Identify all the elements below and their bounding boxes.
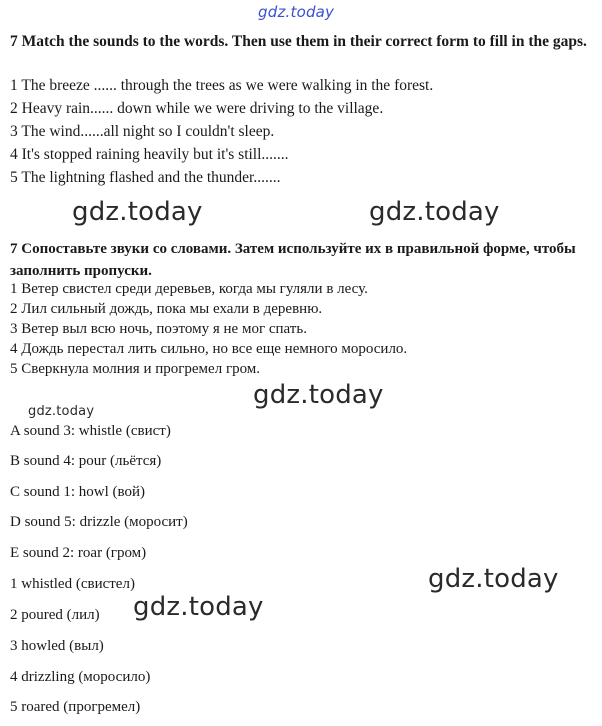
exercise-item-ru: 2 Лил сильный дождь, пока мы ехали в деревню. (10, 301, 323, 317)
exercise-item-ru: 5 Сверкнула молния и прогремел гром. (10, 361, 261, 377)
answer-line: 2 poured (лил) (10, 607, 100, 623)
watermark-small: gdz.today (28, 404, 95, 419)
exercise-item-ru: 4 Дождь перестал лить сильно, но все еще немного моросило. (10, 341, 408, 357)
exercise-item-en: 4 It's stopped raining heavily but it's still....... (10, 146, 289, 163)
exercise-item-ru: 1 Ветер свистел среди деревьев, когда мы гуляли в лесу. (10, 281, 368, 297)
watermark: gdz.today (369, 197, 500, 227)
watermark: gdz.today (253, 380, 384, 410)
watermark-top: gdz.today (258, 3, 335, 21)
answer-line: 5 roared (прогремел) (10, 699, 141, 715)
exercise-item-ru: 3 Ветер выл всю ночь, поэтому я не мог спать. (10, 321, 307, 337)
exercise-heading-en: 7 Match the sounds to the words. Then use them in their correct form to fill in the gaps. (10, 33, 587, 50)
answer-line: 4 drizzling (моросило) (10, 669, 151, 685)
watermark: gdz.today (133, 592, 264, 622)
answer-line: 3 howled (выл) (10, 638, 104, 654)
exercise-item-en: 5 The lightning flashed and the thunder....... (10, 169, 281, 186)
watermark: gdz.today (428, 564, 559, 594)
exercise-item-en: 2 Heavy rain...... down while we were driving to the village. (10, 100, 384, 117)
watermark: gdz.today (72, 197, 203, 227)
answer-line: E sound 2: roar (гром) (10, 545, 147, 561)
exercise-item-en: 1 The breeze ...... through the trees as we were walking in the forest. (10, 77, 434, 94)
exercise-heading-ru: 7 Сопоставьте звуки со словами. Затем используйте их в правильной форме, чтобы заполнить пропуски. (10, 241, 576, 279)
answer-line: B sound 4: pour (льётся) (10, 453, 162, 469)
answer-line: 1 whistled (свистел) (10, 576, 135, 592)
answer-line: C sound 1: howl (вой) (10, 484, 146, 500)
exercise-item-en: 3 The wind......all night so I couldn't sleep. (10, 123, 275, 140)
answer-line: A sound 3: whistle (свист) (10, 423, 171, 439)
answer-line: D sound 5: drizzle (моросит) (10, 514, 188, 530)
